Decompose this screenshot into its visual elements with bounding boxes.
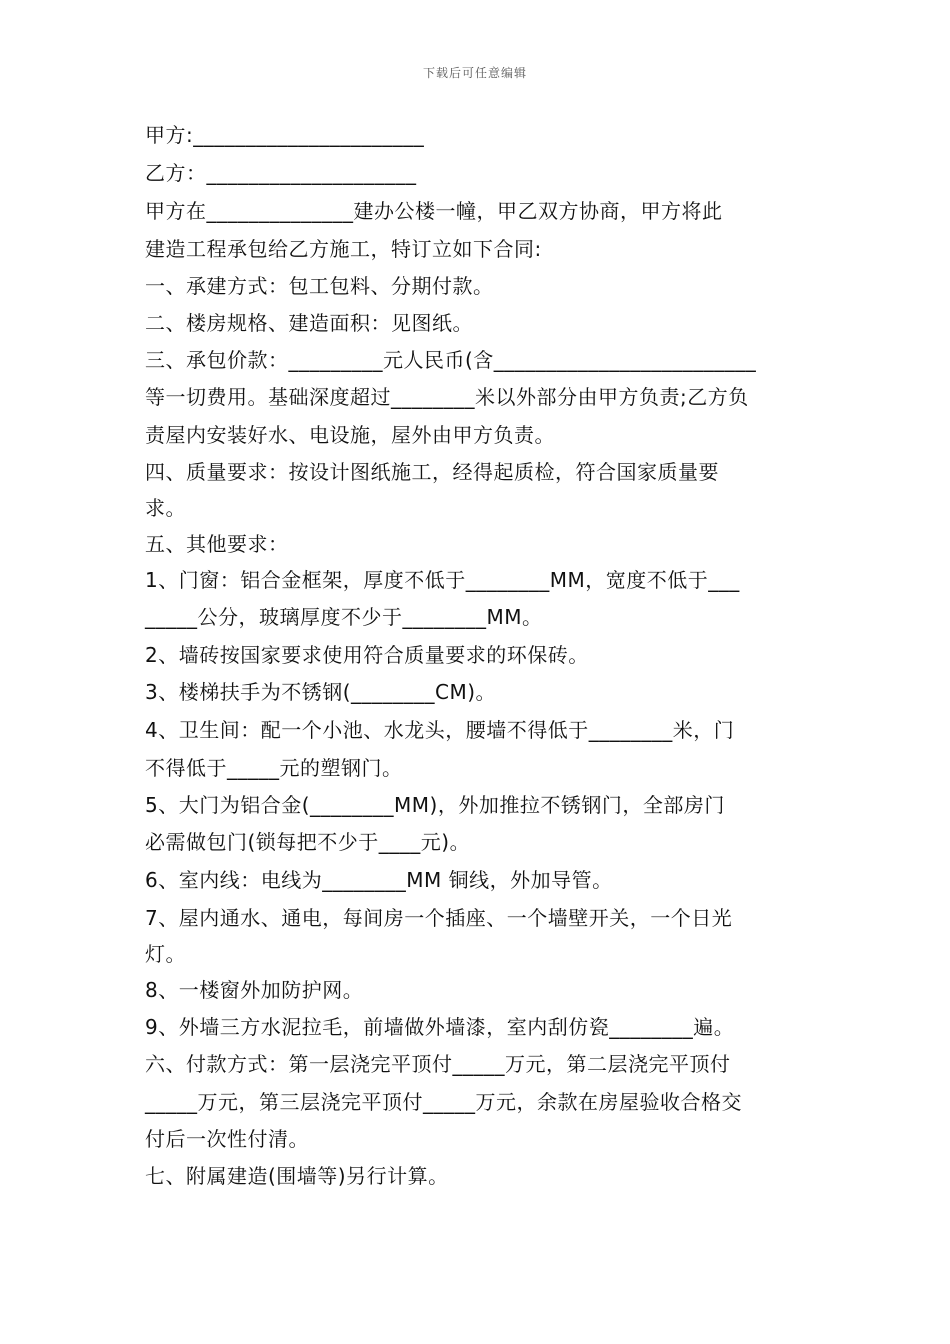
item-8-line: 8、一楼窗外加防护网。 [145,978,364,1002]
item-5-line-2: 必需做包门(锁每把不少于____元)。 [145,830,471,854]
clause-4-line-2: 求。 [145,496,186,520]
page-header-note: 下载后可任意编辑 [422,66,527,80]
clause-3-line-2: 等一切费用。基础深度超过________米以外部分由甲方负责;乙方负 [145,385,749,409]
party-a-line: 甲方:______________________ [145,123,425,147]
item-7-line-2: 灯。 [145,942,186,966]
intro-line-1: 甲方在______________建办公楼一幢，甲乙双方协商，甲方将此 [145,199,723,223]
item-1-line-2: _____公分，玻璃厚度不少于________MM。 [145,605,543,629]
item-7-line-1: 7、屋内通水、通电，每间房一个插座、一个墙壁开关，一个日光 [145,906,733,930]
party-b-line: 乙方：____________________ [145,161,417,185]
clause-6-line-2: _____万元，第三层浇完平顶付_____万元，余款在房屋验收合格交 [145,1090,742,1114]
item-5-line-1: 5、大门为铝合金(________MM)，外加推拉不锈钢门，全部房门 [145,793,725,817]
clause-7-line: 七、附属建造(围墙等)另行计算。 [145,1164,449,1188]
clause-5-heading: 五、其他要求： [145,532,289,556]
clause-2-line: 二、楼房规格、建造面积：见图纸。 [145,311,473,335]
clause-4-line-1: 四、质量要求：按设计图纸施工，经得起质检，符合国家质量要 [145,460,719,484]
clause-3-line-1: 三、承包价款：_________元人民币(含_________________________ [145,348,757,372]
item-3-line: 3、楼梯扶手为不锈钢(________CM)。 [145,680,497,704]
item-6-line: 6、室内线：电线为________MM 铜线，外加导管。 [145,868,613,892]
clause-1-line: 一、承建方式：包工包料、分期付款。 [145,274,494,298]
item-2-line: 2、墙砖按国家要求使用符合质量要求的环保砖。 [145,643,589,667]
item-9-line: 9、外墙三方水泥拉毛，前墙做外墙漆，室内刮仿瓷________遍。 [145,1015,735,1039]
clause-3-line-3: 责屋内安装好水、电设施，屋外由甲方负责。 [145,423,555,447]
item-4-line-1: 4、卫生间：配一个小池、水龙头，腰墙不得低于________米，门 [145,718,735,742]
clause-6-line-3: 付后一次性付清。 [145,1127,309,1151]
intro-line-2: 建造工程承包给乙方施工，特订立如下合同: [145,237,542,261]
item-4-line-2: 不得低于_____元的塑钢门。 [145,756,403,780]
clause-6-line-1: 六、付款方式：第一层浇完平顶付_____万元，第二层浇完平顶付 [145,1052,731,1076]
item-1-line-1: 1、门窗：铝合金框架，厚度不低于________MM，宽度不低于___ [145,568,740,592]
